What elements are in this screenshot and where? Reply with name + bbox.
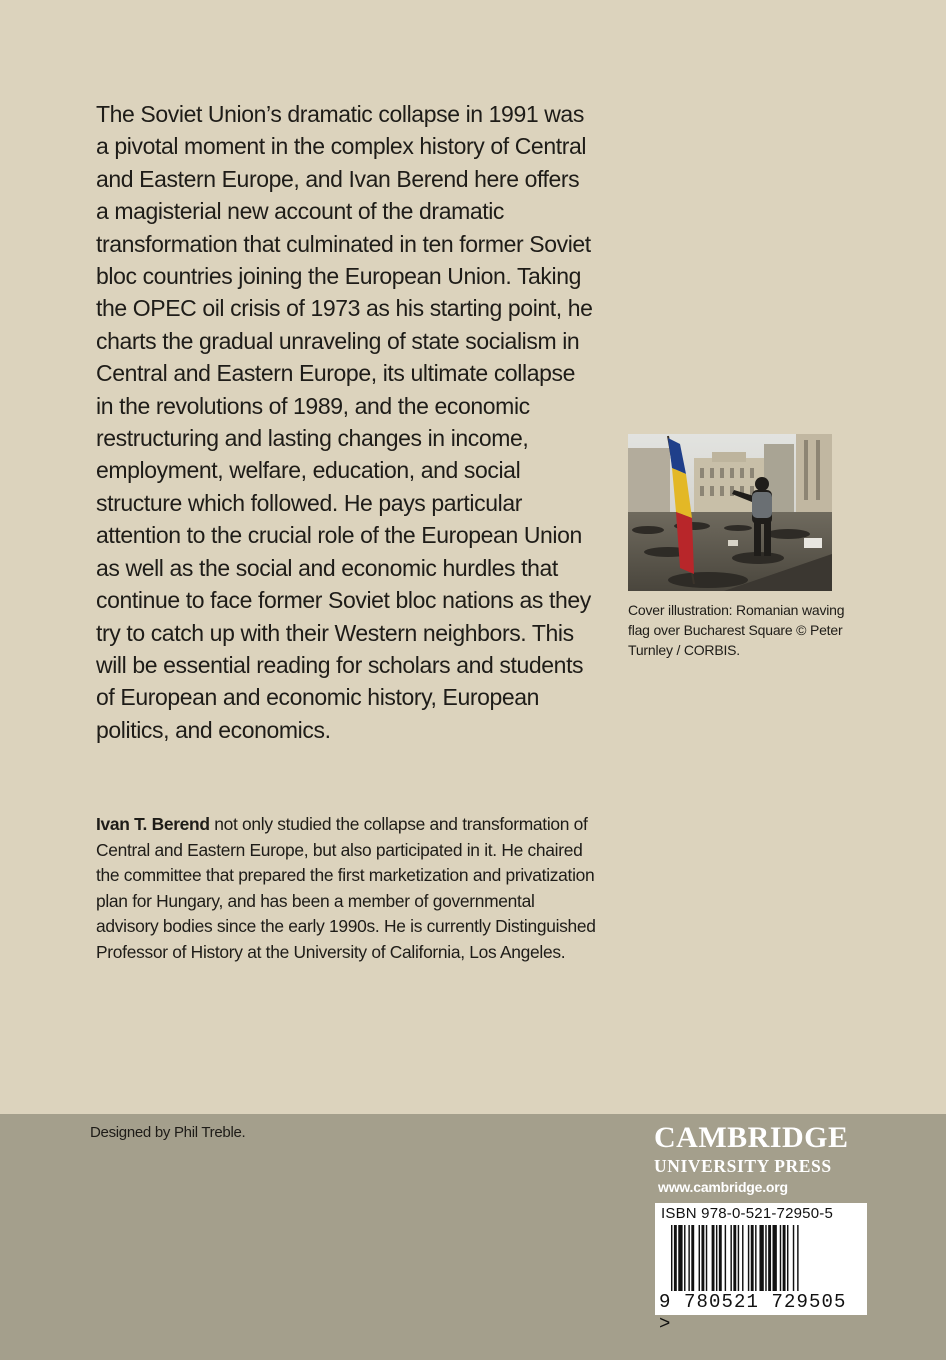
author-bio-text: not only studied the collapse and transformation of Central and Eastern Europe, but also participated in it. He chaired the committee that prepared the first marketization and privatization plan for Hungary, and has been a member of governmental advisory bodies since the early 1990s. He is currently Distinguished Professor of History at the University of California, Los Angeles.: [96, 814, 596, 962]
designer-credit: Designed by Phil Treble.: [90, 1124, 246, 1141]
barcode-digits: 9 780521 729505 >: [659, 1291, 847, 1335]
publisher-name: CAMBRIDGE: [654, 1121, 849, 1154]
description-text: The Soviet Union’s dramatic collapse in 1991 was a pivotal moment in the complex history of Central and Eastern Europe, and Ivan Berend here offers a magisterial new account of the dramatic transformation that culminated in ten former Soviet bloc countries joining the European Union. Taking the OPEC oil crisis of 1973 as his starting point, he charts the gradual unraveling of state socialism in Central and Eastern Europe, its ultimate collapse in the revolutions of 1989, and the economic restructuring and lasting changes in income, employment, welfare, education, and social structure which followed. He pays particular attention to the crucial role of the European Union as well as the social and economic hurdles that continue to face former Soviet bloc nations as they try to catch up with their Western neighbors. This will be essential reading for scholars and students of European and economic history, European politics, and economics.: [96, 101, 593, 743]
author-bio: [96, 812, 596, 966]
cover-photo: [628, 434, 832, 591]
cover-illustration-caption: Cover illustration: Romanian waving flag over Bucharest Square © Peter Turnley / CORBIS.: [628, 602, 845, 658]
isbn-number: ISBN 978-0-521-72950-5: [661, 1205, 834, 1222]
author-name: Ivan T. Berend: [96, 814, 210, 834]
book-description: [96, 98, 596, 746]
cover-photo-image: [628, 434, 832, 591]
publisher-logo: [654, 1121, 868, 1176]
barcode-block: [655, 1203, 867, 1335]
publisher-url: www.cambridge.org: [658, 1179, 788, 1195]
barcode-icon: [671, 1225, 855, 1291]
publisher-subname: UNIVERSITY PRESS: [654, 1156, 832, 1176]
